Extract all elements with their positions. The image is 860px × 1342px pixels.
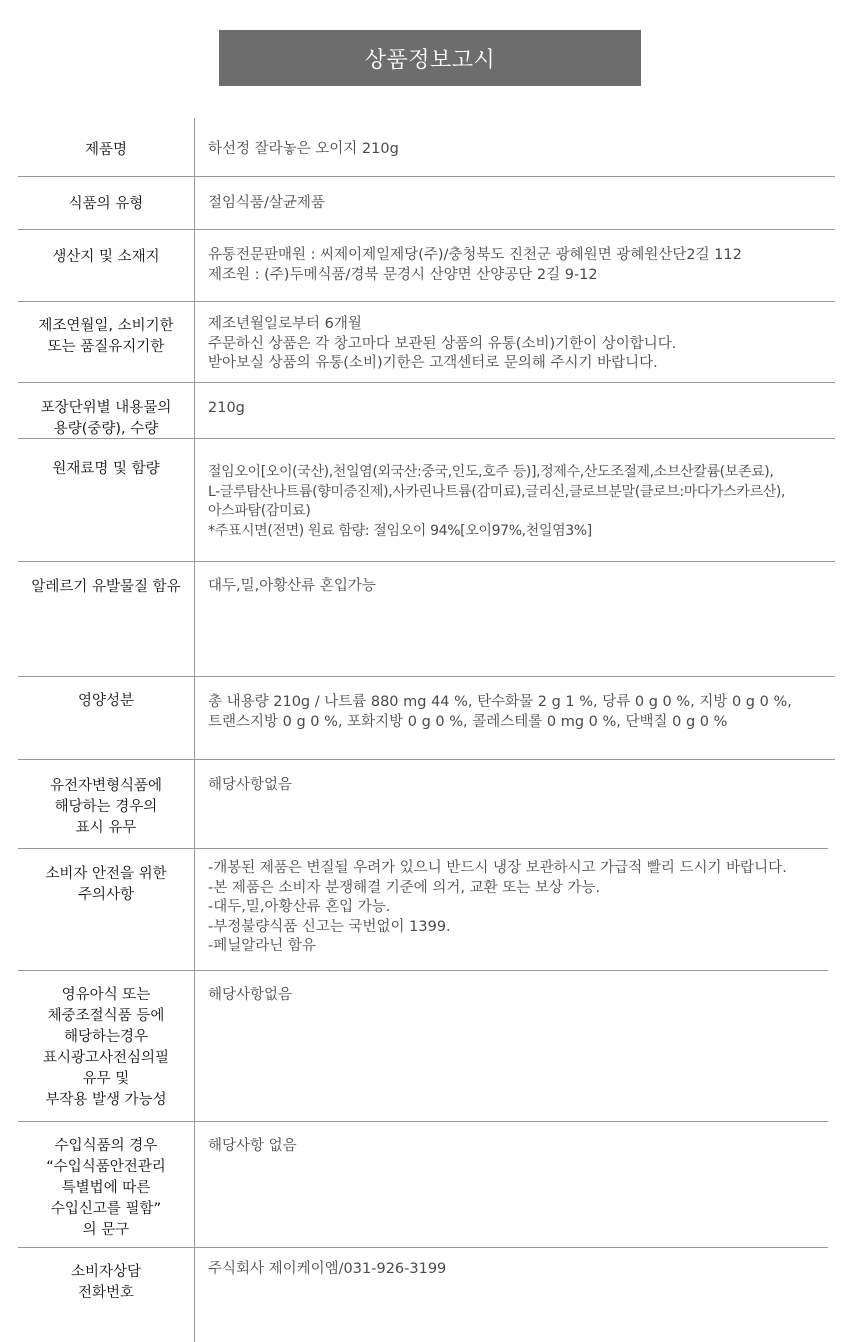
row-value [195,562,835,676]
table-row-customer-service [18,1248,835,1342]
value-line: 제조원 : (주)두메식품/경북 문경시 산양면 산양공단 2길 9-12 [208,266,598,283]
row-value [195,1248,835,1342]
row-value [195,849,828,970]
value-line: 제조년월일로부터 6개월 [208,316,362,332]
table-row-allergy [18,562,835,676]
table-row-gmo [18,760,835,848]
row-label: 알레르기 유발물질 함유 [18,562,195,676]
row-value [195,302,835,382]
row-value [195,230,835,301]
row-label: 제품명 [18,118,195,176]
row-label: 포장단위별 내용물의 용량(중량), 수량 [18,383,195,438]
row-value [195,177,835,229]
row-label: 소비자상담 전화번호 [18,1248,195,1342]
value-line: 트랜스지방 0 g 0 %, 포화지방 0 g 0 %, 콜레스테롤 0 mg 0 %, 단백질 0 g 0 % [208,713,728,730]
table-row-origin [18,230,835,302]
value-line: 주문하신 상품은 각 창고마다 보관된 상품의 유통(소비)기한이 상이합니다. [208,335,677,352]
value-line: -본 제품은 소비자 분쟁해결 기준에 의거, 교환 또는 보상 가능. [208,879,601,896]
table-row-ingredients [18,439,835,562]
table-row-imported-food [18,1122,828,1248]
value-line: -페닐알라닌 함유 [208,938,316,954]
value-line: 총 내용량 210g / 나트륨 880 mg 44 %, 탄수화물 2 g 1 %, 당류 0 g 0 %, 지방 0 g 0 %, [208,694,792,710]
row-label: 식품의 유형 [18,177,195,229]
row-value [195,383,835,438]
table-row-food-type [18,177,835,230]
row-label: 영양성분 [18,677,195,759]
value-line: 해당사항없음 [208,987,293,1003]
row-value [195,971,828,1121]
row-label: 영유아식 또는 체중조절식품 등에 해당하는경우 표시광고사전심의필 유무 및 부작용 발생 가능성 [18,971,195,1121]
value-line: -대두,밀,아황산류 혼입 가능. [208,899,391,915]
row-value [195,1122,828,1247]
page-title: 상품정보고시 [219,30,641,86]
value-line: 주식회사 제이케이엠/031-926-3199 [208,1261,447,1277]
row-label: 생산지 및 소재지 [18,230,195,301]
value-line: 절임오이[오이(국산),천일염(외국산:중국,인도,호주 등)],정제수,산도조절제,소브산칼륨(보존료), [208,464,774,480]
value-line: 해당사항 없음 [208,1138,297,1154]
table-row-safety [18,848,828,971]
table-row-product-name [18,118,835,177]
table-row-infant-food [18,971,828,1122]
row-value [195,439,835,561]
table-row-nutrition [18,676,835,760]
row-value [195,677,835,759]
value-line: 210g [208,400,245,416]
value-line: *주표시면(전면) 원료 함량: 절임오이 94%[오이97%,천일염3%] [208,522,592,539]
row-label: 유전자변형식품에 해당하는 경우의 표시 유무 [18,760,195,848]
value-line: -부정불량식품 신고는 국번없이 1399. [208,918,451,935]
value-line: -개봉된 제품은 변질될 우려가 있으니 반드시 냉장 보관하시고 가급적 빨리 드시기 바랍니다. [208,860,787,876]
value-line: L-글루탐산나트륨(향미증진제),사카린나트륨(감미료),글리신,클로브분말(클로브:마다가스카르산), [208,483,786,500]
value-line: 아스파탐(감미료) [208,503,311,519]
value-line: 대두,밀,아황산류 혼입가능 [208,578,376,594]
row-label: 원재료명 및 함량 [18,439,195,561]
value-line: 해당사항없음 [208,777,293,793]
row-label: 수입식품의 경우 “수입식품안전관리 특별법에 따른 수입신고를 필함” 의 문구 [18,1122,195,1247]
value-line: 하선정 잘라놓은 오이지 210g [208,141,399,157]
value-line: 받아보실 상품의 유통(소비)기한은 고객센터로 문의해 주시기 바랍니다. [208,355,658,371]
product-info-table [18,118,835,1342]
value-line: 유통전문판매원 : 씨제이제일제당(주)/충청북도 진천군 광혜원면 광혜원산단2길 112 [208,247,742,263]
table-row-capacity [18,383,835,439]
row-value [195,118,835,176]
row-label: 소비자 안전을 위한 주의사항 [18,849,195,970]
row-value [195,760,835,848]
row-label: 제조연월일, 소비기한 또는 품질유지기한 [18,302,195,382]
table-row-expiry [18,302,835,383]
value-line: 절임식품/살균제품 [208,195,325,211]
